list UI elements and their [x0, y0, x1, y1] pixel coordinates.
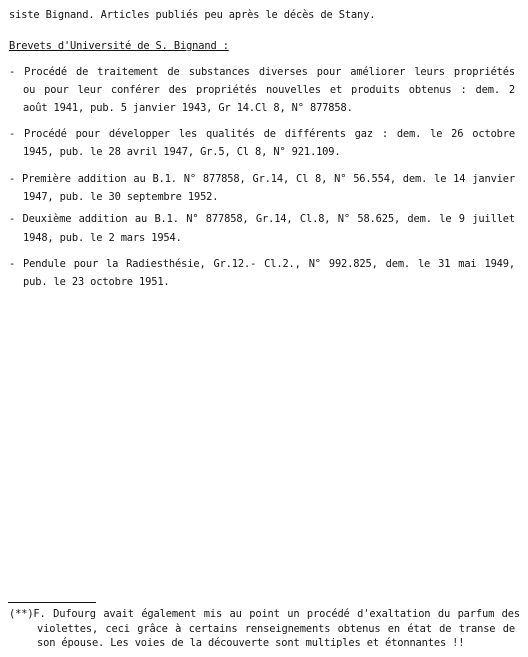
patent-5-line-2: pub. le 23 octobre 1951.	[23, 276, 170, 288]
footnote-line-2: violettes, ceci grâce à certains renseignements obtenus en état de transe de	[37, 623, 515, 635]
patent-2-line-2: 1945, pub. le 28 avril 1947, Gr.5, Cl 8, N° 921.109.	[23, 146, 341, 158]
section-heading: Brevets d'Université de S. Bignand :	[9, 40, 229, 52]
patent-3-line-1: - Première addition au B.1. N° 877858, Gr.14, Cl 8, N° 56.554, dem. le 14 janvier	[9, 173, 515, 185]
footnote-line-1: (**)F. Dufourg avait également mis au point un procédé d'exaltation du parfum des	[9, 608, 520, 620]
patent-5-line-1: - Pendule pour la Radiesthésie, Gr.12.- Cl.2., N° 992.825, dem. le 31 mai 1949,	[9, 258, 515, 270]
footnote-separator	[8, 602, 96, 603]
footnote-line-3: son épouse. Les voies de la découverte sont multiples et étonnantes !!	[37, 637, 465, 649]
patent-1-line-3: août 1941, pub. 5 janvier 1943, Gr 14.Cl 8, N° 877858.	[23, 102, 353, 114]
intro-line: siste Bignand. Articles publiés peu après le décès de Stany.	[9, 9, 376, 21]
patent-1-line-1: - Procédé de traitement de substances diverses pour améliorer leurs propriétés	[9, 66, 515, 78]
patent-1-line-2: ou pour leur conférer des propriétés nouvelles et produits obtenus : dem. 2	[23, 84, 515, 96]
patent-2-line-1: - Procédé pour développer les qualités de différents gaz : dem. le 26 octobre	[9, 128, 515, 140]
patent-3-line-2: 1947, pub. le 30 septembre 1952.	[23, 191, 219, 203]
patent-4-line-2: 1948, pub. le 2 mars 1954.	[23, 232, 182, 244]
patent-4-line-1: - Deuxième addition au B.1. N° 877858, Gr.14, Cl.8, N° 58.625, dem. le 9 juillet	[9, 213, 515, 225]
